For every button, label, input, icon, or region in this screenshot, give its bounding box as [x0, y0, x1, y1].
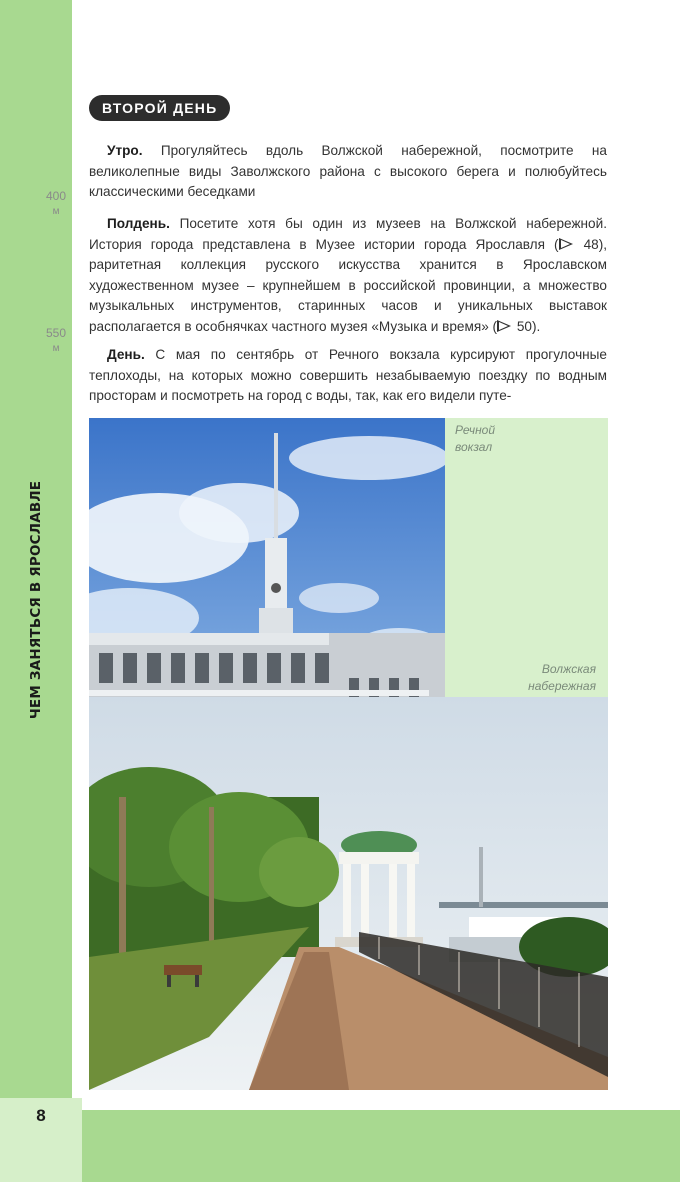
caption-river-station: Речной вокзал — [455, 423, 496, 454]
margin-note-value: 550 — [45, 326, 67, 340]
margin-note-unit: м — [52, 206, 60, 217]
margin-note-400 — [40, 188, 72, 220]
caption-panel — [445, 418, 608, 697]
page-number: 8 — [36, 1106, 46, 1125]
paragraph-text: Посетите хотя бы один из музеев на Волжской набережной. История города представлена в Музее истории города Ярославля ( — [89, 216, 607, 252]
paragraph-noon — [89, 214, 607, 337]
paragraph-label: Утро. — [107, 143, 143, 158]
margin-note-unit: м — [52, 343, 60, 354]
paragraph-text: Прогуляйтесь вдоль Волжской набережной, посмотрите на великолепные виды Заволжского района с высокого берега и полюбуйтесь классическими беседками — [89, 143, 607, 199]
margin-note-value: 400 — [45, 189, 67, 203]
embankment-illustration — [89, 697, 608, 1090]
photo-embankment — [89, 697, 608, 1090]
paragraph-text: раритетная коллекция русского искусства хранится в Ярославском художественном музее – крупнейшем в российской провинции, а множество музыкальных инструментов, старинных часов и уникальных выставок располагается в особнячках частного музея «Музыка и время» ( — [89, 257, 607, 334]
paragraph-text: С мая по сентябрь от Речного вокзала курсируют прогулочные теплоходы, на которых можно совершить незабываемую поездку по водным просторам и посмотреть на город с воды, так, как его видели путе- — [89, 347, 607, 403]
caption-embankment: Волжская набережная — [528, 662, 596, 693]
paragraph-label: Полдень. — [107, 216, 170, 231]
section-side-title — [16, 482, 56, 718]
side-title-text: ЧЕМ ЗАНЯТЬСЯ В ЯРОСЛАВЛЕ — [28, 480, 45, 720]
page-ref[interactable]: 50). — [513, 318, 541, 334]
page-ref-arrow-icon — [559, 238, 573, 250]
margin-note-550 — [40, 325, 72, 357]
day-heading: ВТОРОЙ ДЕНЬ — [89, 95, 230, 121]
bottom-bar — [82, 1110, 680, 1182]
page-ref[interactable]: 48), — [574, 236, 607, 252]
paragraph-day — [89, 345, 607, 407]
paragraph-morning — [89, 141, 607, 203]
paragraph-label: День. — [107, 347, 145, 362]
page-ref-arrow-icon — [497, 320, 511, 332]
